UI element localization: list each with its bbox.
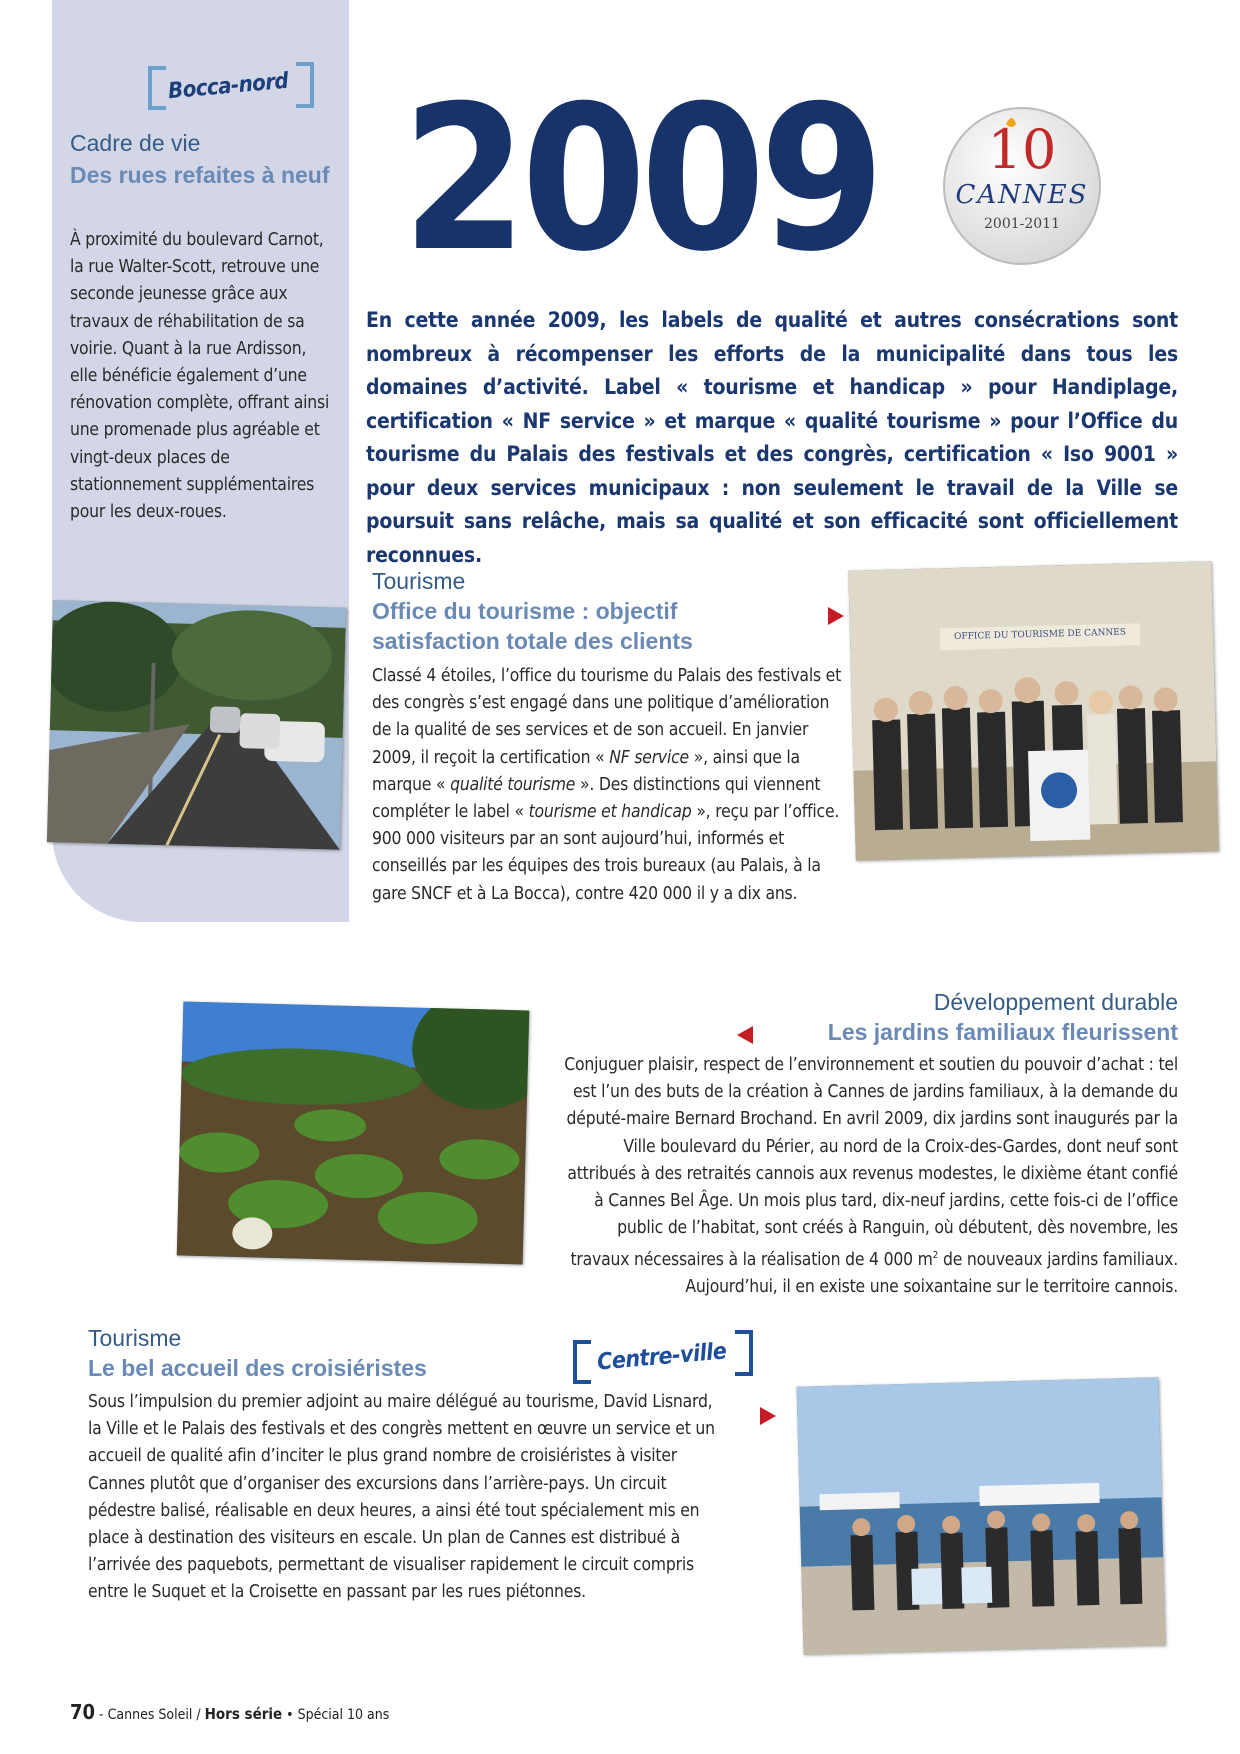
- page-number: 70: [70, 1700, 96, 1724]
- article2-category: Développement durable: [933, 989, 1178, 1015]
- footer: 70 - Cannes Soleil / Hors série • Spécial 10 ans: [70, 1700, 390, 1724]
- office-sign-text: OFFICE DU TOURISME DE CANNES: [953, 627, 1127, 643]
- article3-category: Tourisme: [88, 1325, 182, 1351]
- article3-heading: Le bel accueil des croisiéristes: [88, 1355, 427, 1381]
- sidebar-heading: Des rues refaites à neuf: [70, 162, 330, 188]
- arrow-right-icon: [760, 1407, 776, 1425]
- sidebar-category: Cadre de vie: [70, 130, 201, 156]
- garden-photo: [177, 1002, 530, 1265]
- article1-heading: Office du tourisme : objectif satisfaction totale des clients: [372, 598, 693, 654]
- year-title: 2009: [402, 63, 879, 296]
- tag-label: Bocca-nord: [167, 68, 290, 105]
- anniversary-logo: [940, 104, 1104, 268]
- logo-years: 2001-2011: [984, 216, 1060, 232]
- tag-label: Centre-ville: [596, 1338, 728, 1376]
- cruise-photo: [797, 1377, 1166, 1654]
- article1-body: Classé 4 étoiles, l’office du tourisme du Palais des festivals et des congrès s’est engagé dans une politique d’amélioration de la qualité de ses services et de son accueil. En janvier 2009, il reçoit la certification « NF service », ainsi que la marque « qualité tourisme ». Des distinctions qui viennent compléter le label « tourisme et handicap », reçu par l’office. 900 000 visiteurs par an sont aujourd’hui, informés et conseillés par les équipes des trois bureaux (au Palais, à la gare SNCF et à La Bocca), contre 420 000 il y a dix ans.: [372, 666, 842, 904]
- article2-body: Conjuguer plaisir, respect de l’environnement et soutien du pouvoir d’achat : tel est l’un des buts de la création à Cannes de jardins familiaux, à la demande du député-maire Bernard Brochand. En avril 2009, dix jardins sont inaugurés par la Ville boulevard du Périer, au nord de la Croix-des-Gardes, dont neuf sont attribués à des retraités cannois aux revenus modestes, le dixième étant confié à Cannes Bel Âge. Un mois plus tard, dix-neuf jardins, cette fois-ci de l’office public de l’habitat, sont créés à Ranguin, où débutent, dès novembre, les travaux nécessaires à la réalisation de 4 000 $m^2$ de nouveaux jardins familiaux. Aujourd’hui, il en existe une soixantaine sur le territoire cannois.: [564, 1055, 1178, 1298]
- article1-category: Tourisme: [372, 568, 466, 594]
- article2-heading: Les jardins familiaux fleurissent: [827, 1019, 1178, 1045]
- logo-number: 10: [987, 118, 1057, 181]
- arrow-right-icon: [828, 607, 844, 625]
- intro-paragraph: En cette année 2009, les labels de qualité et autres consécrations sont nombreux à récompenser les efforts de la municipalité dans tous les domaines d’activité. Label « tourisme et handicap » pour Handiplage, certification « NF service » et marque « qualité tourisme » pour l’Office du tourisme du Palais des festivals et des congrès, certification « Iso 9001 » pour deux services municipaux : non seulement le travail de la Ville se poursuit sans relâche, mais sa qualité et son efficacité sont officiellement reconnues.: [366, 308, 1178, 567]
- arrow-left-icon: [737, 1026, 753, 1044]
- street-photo: [47, 600, 346, 850]
- tag-bocca-nord: [148, 62, 318, 118]
- article3-body: Sous l’impulsion du premier adjoint au maire délégué au tourisme, David Lisnard, la Ville et le Palais des festivals et des congrès mettent en œuvre un service et un accueil de qualité afin d’inciter le plus grand nombre de croisiéristes à visiter Cannes plutôt que d’organiser des excursions dans l’arrière-pays. Un circuit pédestre balisé, réalisable en deux heures, a ainsi été tout spécialement mis en place à destination des visiteurs en escale. Un plan de Cannes est distribué à l’arrivée des paquebots, permettant de visualiser rapidement le circuit compris entre le Suquet et la Croisette en passant par les rues piétonnes.: [88, 1392, 715, 1603]
- sidebar-body: À proximité du boulevard Carnot, la rue Walter-Scott, retrouve une seconde jeunesse grâce aux travaux de réhabilitation de sa voirie. Quant à la rue Ardisson, elle bénéficie également d’une rénovation complète, offrant ainsi une promenade plus agréable et vingt-deux places de stationnement supplémentaires pour les deux-roues.: [70, 230, 330, 523]
- office-photo: [848, 561, 1218, 860]
- tag-centre-ville: [573, 1330, 759, 1390]
- logo-name: CANNES: [955, 180, 1089, 210]
